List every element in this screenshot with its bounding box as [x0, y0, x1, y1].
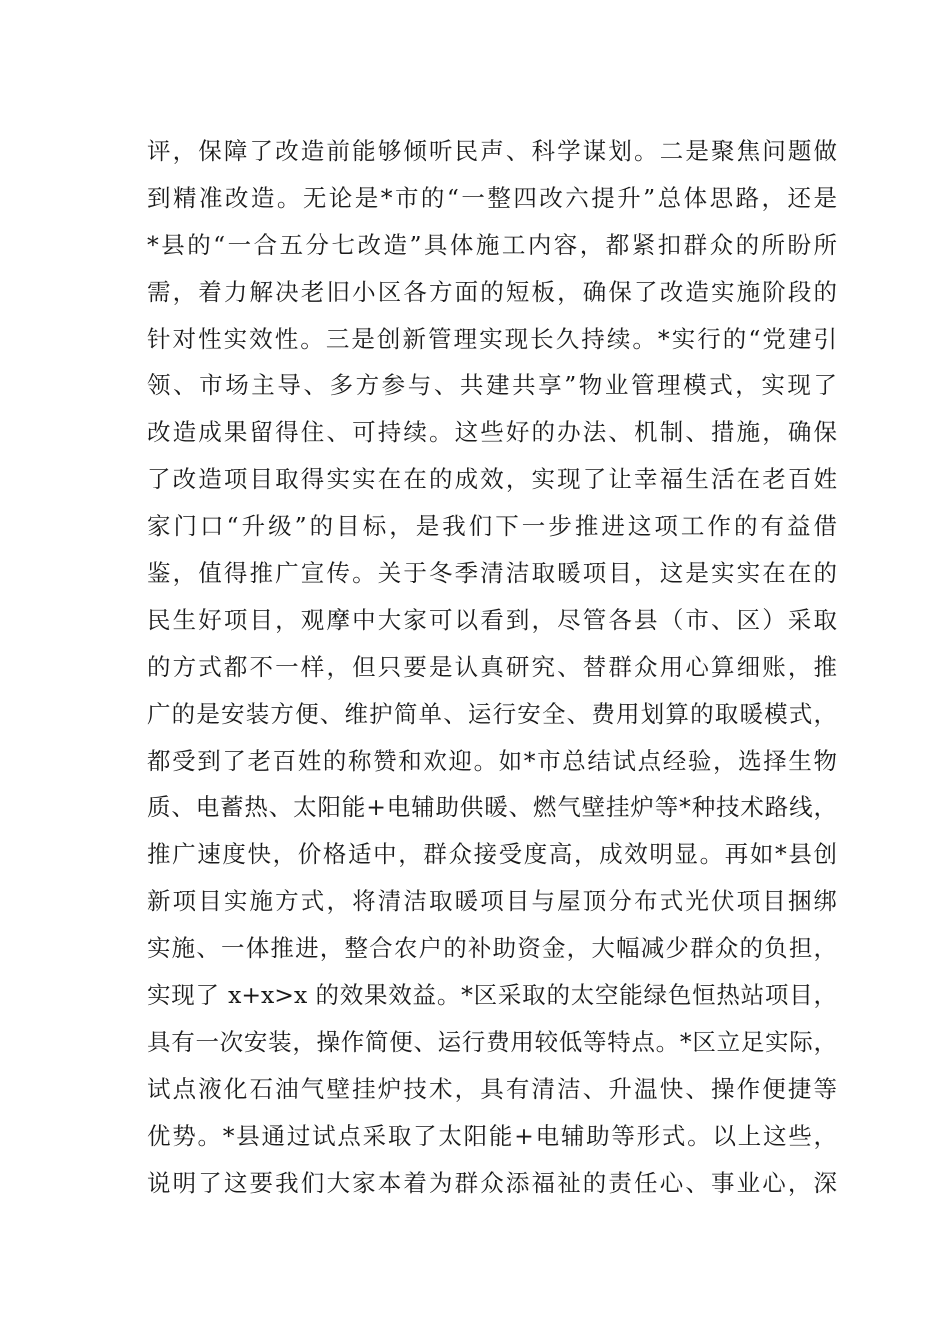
body-paragraph [147, 137, 837, 1215]
text-line: 评，保障了改造前能够倾听民声、科学谋划。二是聚焦问题做 [147, 137, 837, 165]
text-line: 民生好项目，观摩中大家可以看到，尽管各县（市、区）采取 [147, 605, 837, 634]
text-line: 鉴，值得推广宣传。关于冬季清洁取暖项目，这是实实在在的 [147, 559, 837, 588]
text-line: 说明了这要我们大家本着为群众添福祉的责任心、事业心，深 [147, 1168, 837, 1197]
text-line: 改造成果留得住、可持续。这些好的办法、机制、措施，确保 [147, 418, 837, 447]
text-line: 都受到了老百姓的称赞和欢迎。如*市总结试点经验，选择生物 [147, 746, 837, 775]
text-line: 了改造项目取得实实在在的成效，实现了让幸福生活在老百姓 [147, 465, 837, 494]
text-line: 家门口“升级”的目标，是我们下一步推进这项工作的有益借 [147, 512, 837, 541]
text-line: 的方式都不一样，但只要是认真研究、替群众用心算细账，推 [147, 652, 837, 681]
text-line: 质、电蓄热、太阳能+电辅助供暖、燃气壁挂炉等*种技术路线， [147, 793, 837, 822]
text-line: 广的是安装方便、维护简单、运行安全、费用划算的取暖模式， [147, 699, 837, 728]
text-line: 实施、一体推进，整合农户的补助资金，大幅减少群众的负担， [147, 934, 837, 963]
text-line: 具有一次安装，操作简便、运行费用较低等特点。*区立足实际， [147, 1027, 837, 1056]
text-line: 需，着力解决老旧小区各方面的短板，确保了改造实施阶段的 [147, 277, 837, 306]
text-line: 新项目实施方式，将清洁取暖项目与屋顶分布式光伏项目捆绑 [147, 887, 837, 916]
text-line: 到精准改造。无论是*市的“一整四改六提升”总体思路，还是 [147, 183, 837, 212]
text-line: 试点液化石油气壁挂炉技术，具有清洁、升温快、操作便捷等 [147, 1074, 837, 1103]
text-line: 实现了 x+x>x 的效果效益。*区采取的太空能绿色恒热站项目， [147, 981, 837, 1010]
text-line: *县的“一合五分七改造”具体施工内容，都紧扣群众的所盼所 [147, 230, 837, 259]
text-line: 推广速度快，价格适中，群众接受度高，成效明显。再如*县创 [147, 840, 837, 869]
text-line: 针对性实效性。三是创新管理实现长久持续。*实行的“党建引 [147, 324, 837, 353]
text-line: 优势。*县通过试点采取了太阳能+电辅助等形式。以上这些， [147, 1121, 837, 1150]
text-line: 领、市场主导、多方参与、共建共享”物业管理模式，实现了 [147, 371, 837, 400]
